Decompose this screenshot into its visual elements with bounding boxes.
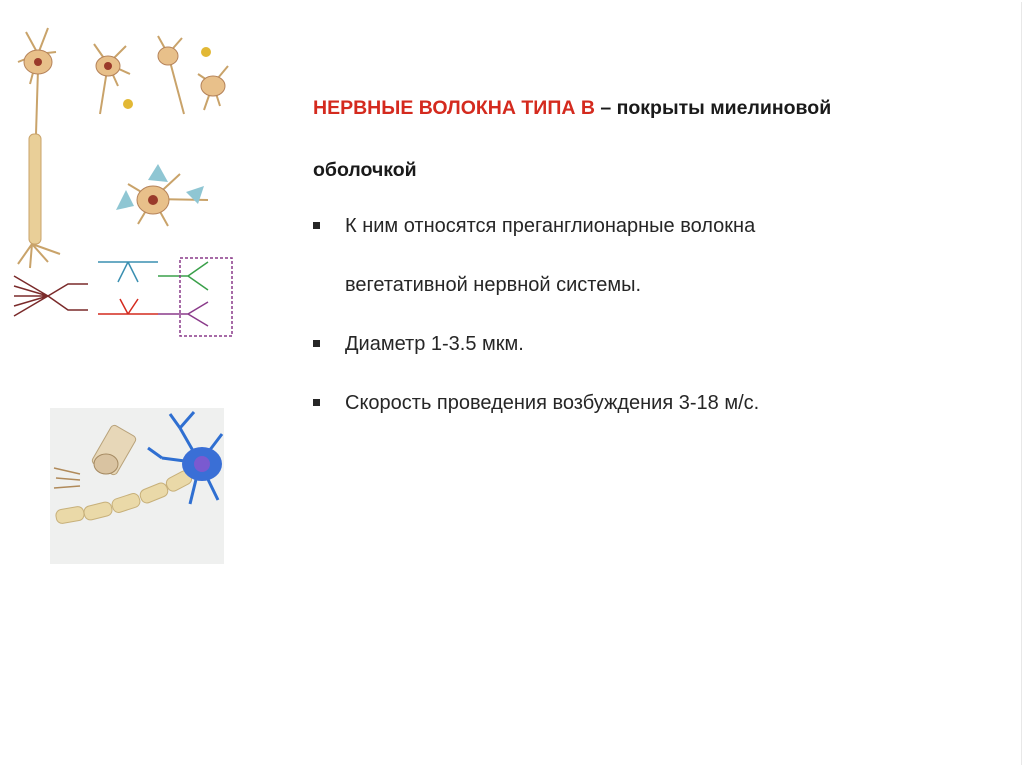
bullet-square-icon [313,340,320,347]
heading-rest: – покрыты миелиновой [594,97,832,119]
bullet-list [313,214,1013,415]
bullet-text: Скорость проведения возбуждения 3-18 м/с. [345,392,760,414]
bullet-text-continued: вегетативной нервной системы. [345,274,642,296]
bullet-text: Диаметр 1-3.5 мкм. [345,333,524,355]
heading-line-1 [313,96,1013,120]
heading-line-2: оболочкой [313,159,417,181]
text-content [313,96,1013,450]
bullet-square-icon [313,399,320,406]
bullet-item [313,214,1013,297]
myelinated-neuron-illustration [50,408,224,564]
neuron-types-diagram [8,14,246,352]
bullet-square-icon [313,222,320,229]
bullet-text: К ним относятся преганглионарные волокна [345,215,756,237]
bullet-item [313,391,1013,415]
slide-border [1021,2,1022,765]
heading-accent: НЕРВНЫЕ ВОЛОКНА ТИПА В [313,97,595,119]
bullet-item [313,332,1013,356]
